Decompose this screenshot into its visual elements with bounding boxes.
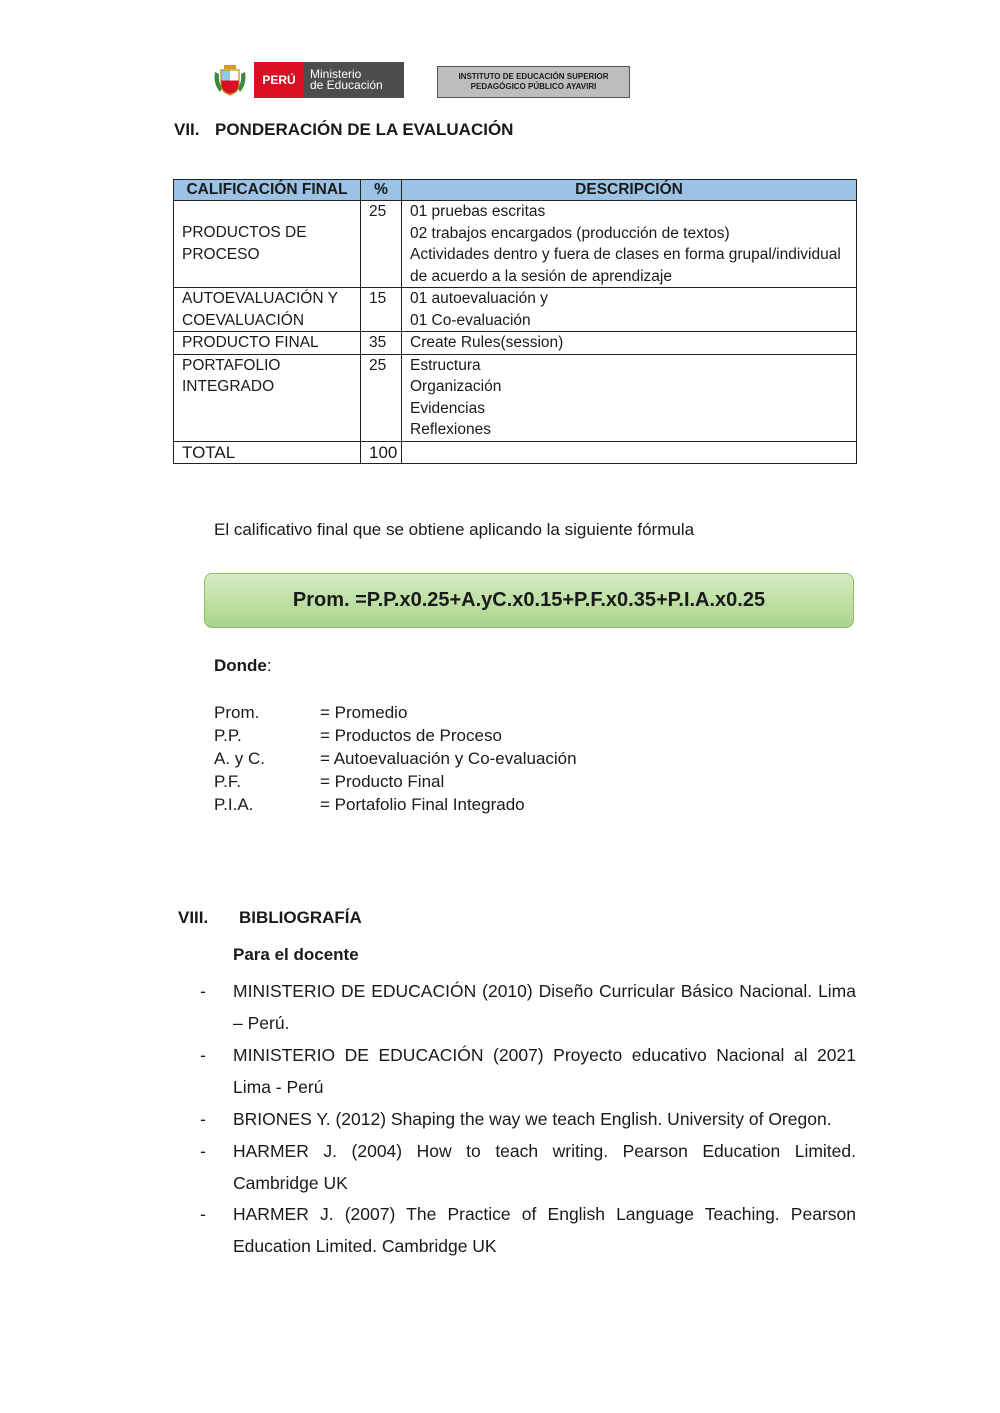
table-total-row (174, 441, 857, 464)
subheading: Para el docente (233, 945, 359, 964)
legend-meaning: = Producto Final (320, 772, 445, 791)
legend-meaning: = Promedio (320, 703, 408, 722)
column-header: % (361, 180, 402, 201)
legend-abbr: P.F. (214, 772, 242, 791)
row-percent: 25 (361, 354, 402, 441)
page-header (212, 62, 642, 100)
section-title: BIBLIOGRAFÍA (239, 908, 362, 927)
row-percent: 35 (361, 332, 402, 355)
description-line: Organización (410, 378, 502, 395)
coat-of-arms-icon (212, 64, 248, 98)
bibliography-item (200, 1198, 856, 1262)
formula-intro: El calificativo final que se obtiene aplicando la siguiente fórmula (214, 520, 695, 539)
total-label: TOTAL (174, 441, 361, 464)
legend-meaning: = Productos de Proceso (320, 726, 502, 745)
legend-row (214, 795, 525, 815)
section-title: PONDERACIÓN DE LA EVALUACIÓN (215, 120, 514, 139)
legend-abbr: P.I.A. (214, 795, 254, 814)
donde-word: Donde (214, 656, 267, 675)
legend-row (214, 749, 577, 769)
description-line: Evidencias (410, 399, 485, 417)
legend-row (214, 726, 502, 746)
table-header-row (174, 180, 857, 201)
row-name: PORTAFOLIO INTEGRADO (174, 354, 361, 441)
legend-row (214, 703, 407, 723)
bullet: - (200, 1141, 206, 1161)
section-number: VII. (174, 120, 200, 139)
row-description (402, 354, 857, 441)
bibliography-text: HARMER J. (2004) How to teach writing. Pearson Education Limited. Cambridge UK (233, 1141, 856, 1193)
row-percent: 15 (361, 288, 402, 332)
legend-abbr: Prom. (214, 703, 260, 722)
peru-label: PERÚ (254, 62, 304, 98)
legend-abbr: A. y C. (214, 749, 266, 768)
description-line: Reflexiones (410, 421, 491, 438)
table-row (174, 332, 857, 355)
column-header: CALIFICACIÓN FINAL (174, 180, 361, 201)
row-description (402, 332, 857, 355)
donde-label: Donde: (214, 656, 272, 675)
row-name: PRODUCTO FINAL (174, 332, 361, 355)
row-description (402, 201, 857, 288)
description-line: 01 pruebas escritas (410, 203, 546, 220)
institute-line1: INSTITUTO DE EDUCACIÓN SUPERIOR (458, 72, 609, 81)
description-line: Create Rules(session) (410, 334, 564, 351)
ministry-line2: de Educación (310, 78, 383, 92)
row-percent: 25 (361, 201, 402, 288)
bibliography-text: MINISTERIO DE EDUCACIÓN (2007) Proyecto educativo Nacional al 2021 Lima - Perú (233, 1045, 856, 1097)
table-row (174, 354, 857, 441)
evaluation-table (173, 179, 857, 464)
legend-row (214, 772, 444, 792)
bullet: - (200, 1045, 206, 1065)
formula-box (204, 573, 854, 628)
row-description (402, 288, 857, 332)
legend-abbr: P.P. (214, 726, 242, 745)
ministry-logo (304, 62, 404, 98)
bullet: - (200, 1109, 206, 1129)
legend-meaning: = Autoevaluación y Co-evaluación (320, 749, 577, 768)
section-number: VIII. (178, 908, 209, 927)
total-value: 100 (361, 441, 402, 464)
row-name: AUTOEVALUACIÓN Y COEVALUACIÓN (174, 288, 361, 332)
description-line: 01 autoevaluación y (410, 290, 548, 307)
institute-box (437, 66, 630, 98)
description-line: 02 trabajos encargados (producción de textos) (410, 224, 730, 242)
table-row (174, 288, 857, 332)
bullet: - (200, 981, 206, 1001)
row-name: PRODUCTOS DE PROCESO (174, 201, 361, 288)
bibliography-item (200, 1103, 856, 1135)
formula-text: Prom. =P.P.x0.25+A.yC.x0.15+P.F.x0.35+P.I.A.x0.25 (292, 589, 766, 611)
description-line: Estructura (410, 356, 481, 374)
ministry-line1: Ministerio (310, 67, 362, 81)
institute-line2: PEDAGÓGICO PÚBLICO AYAVIRI (470, 82, 597, 91)
column-header: DESCRIPCIÓN (402, 180, 857, 201)
bullet: - (200, 1204, 206, 1224)
table-row (174, 201, 857, 288)
total-empty-cell (402, 441, 857, 464)
description-line: 01 Co-evaluación (410, 311, 531, 329)
bibliography-text: HARMER J. (2007) The Practice of English Language Teaching. Pearson Education Limited. Cambridge UK (233, 1204, 856, 1256)
bibliography-item (200, 975, 856, 1039)
bibliography-item (200, 1039, 856, 1103)
bibliography-item (200, 1135, 856, 1199)
legend-meaning: = Portafolio Final Integrado (320, 795, 525, 814)
description-line: Actividades dentro y fuera de clases en forma grupal/individual de acuerdo a la sesión de aprendizaje (410, 246, 841, 285)
bibliography-text: MINISTERIO DE EDUCACIÓN (2010) Diseño Curricular Básico Nacional. Lima – Perú. (233, 981, 856, 1033)
bibliography-text: BRIONES Y. (2012) Shaping the way we teach English. University of Oregon. (233, 1109, 832, 1129)
